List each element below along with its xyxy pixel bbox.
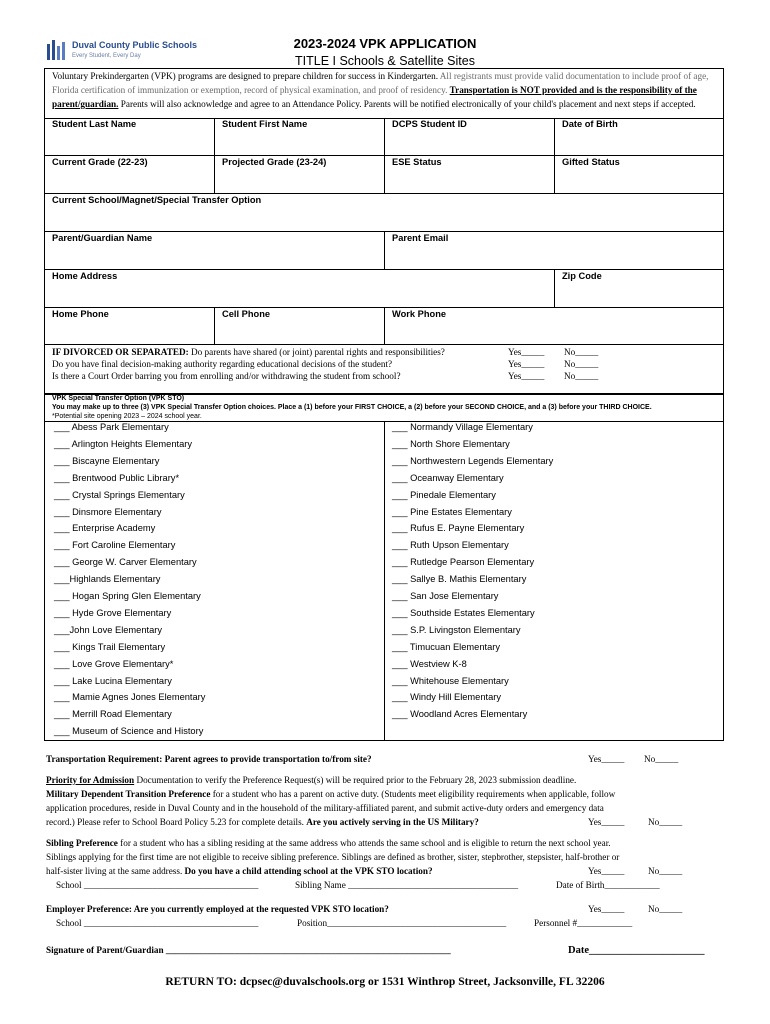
sto-school-option[interactable]: ___ Love Grove Elementary* bbox=[54, 658, 174, 669]
military-line-2: application procedures, reside in Duval County and in the household of the military-affiliated parent, and submit active-duty orders and emergency data bbox=[46, 803, 604, 813]
sto-school-option[interactable]: ___ Crystal Springs Elementary bbox=[54, 489, 185, 500]
sibling-line-2: Siblings applying for the first time are not eligible to receive sibling preference. Siblings are defined as brother, sister, stepbrother, stepsister, half-brother or bbox=[46, 852, 620, 862]
sto-school-option[interactable]: ___ Lake Lucina Elementary bbox=[54, 675, 172, 686]
sto-school-option[interactable]: ___ Brentwood Public Library* bbox=[54, 472, 180, 483]
divorce-question-3: Is there a Court Order barring you from enrolling and/or withdrawing the student from school? bbox=[52, 371, 401, 381]
sto-instructions: You may make up to three (3) VPK Special Transfer Option choices. Place a (1) before your FIRST CHOICE, a (2) before your SECOND CHOICE, and a (3) before your THIRD CHOICE. bbox=[52, 404, 652, 411]
sto-school-option[interactable]: ___Highlands Elementary bbox=[54, 574, 161, 585]
intro-paragraph bbox=[52, 69, 720, 111]
sto-school-option[interactable]: ___ Merrill Road Elementary bbox=[54, 709, 172, 720]
intro-text-2: All registrants must provide valid documentation to include proof of age, Florida certification of immunization or exemption, record of physical examination, and proof of residency. bbox=[52, 71, 709, 95]
date-of-birth-field[interactable]: Date of Birth bbox=[562, 119, 618, 129]
sto-school-option[interactable]: ___ North Shore Elementary bbox=[392, 438, 510, 449]
military-question: Are you actively serving in the US Military? bbox=[306, 817, 479, 827]
sto-school-option[interactable]: ___ Biscayne Elementary bbox=[54, 455, 160, 466]
sto-school-option[interactable]: ___ Pinedale Elementary bbox=[392, 489, 496, 500]
sto-school-option[interactable]: ___ Pine Estates Elementary bbox=[392, 506, 512, 517]
intro-text-4: Parents will also acknowledge and agree to an Attendance Policy. Parents will be notified electronically of your child's placement and next steps if accepted. bbox=[118, 99, 696, 109]
sto-school-option[interactable]: ___ Sallye B. Mathis Elementary bbox=[392, 574, 527, 585]
sibling-line-3 bbox=[46, 866, 433, 876]
student-first-name-field[interactable]: Student First Name bbox=[222, 119, 308, 129]
signature-date-field[interactable]: Date______________________ bbox=[568, 945, 705, 956]
transport-question-text: Transportation Requirement: Parent agrees to provide transportation to/from site? bbox=[46, 754, 372, 764]
sto-school-option[interactable]: ___ San Jose Elementary bbox=[392, 591, 499, 601]
sto-school-option[interactable]: ___ Timucuan Elementary bbox=[392, 641, 501, 652]
priority-text: Documentation to verify the Preference Request(s) will be required prior to the February 28, 2023 submission deadline. bbox=[134, 775, 577, 785]
divorce-question-2: Do you have final decision-making authority regarding educational decisions of the student? bbox=[52, 359, 393, 369]
signature-field[interactable]: Signature of Parent/Guardian ______________________________________________________________ bbox=[46, 945, 451, 955]
sto-school-option[interactable]: ___ Enterprise Academy bbox=[54, 523, 156, 534]
sibling-heading: Sibling Preference bbox=[46, 838, 118, 848]
sibling-no[interactable]: No_____ bbox=[648, 866, 683, 876]
student-last-name-field[interactable]: Student Last Name bbox=[52, 119, 137, 129]
sibling-yes[interactable]: Yes_____ bbox=[588, 866, 625, 876]
military-heading: Military Dependent Transition Preference bbox=[46, 789, 211, 799]
military-line-1 bbox=[46, 789, 615, 799]
sibling-question: Do you have a child attending school at the VPK STO location? bbox=[184, 866, 433, 876]
sibling-dob-field[interactable]: Date of Birth____________ bbox=[556, 880, 660, 890]
logo-name: Duval County Public Schools bbox=[72, 40, 198, 50]
military-line-3 bbox=[46, 817, 479, 827]
employer-yes[interactable]: Yes_____ bbox=[588, 904, 625, 914]
sto-school-option[interactable]: ___ George W. Carver Elementary bbox=[54, 557, 197, 568]
page-title: 2023-2024 VPK APPLICATION bbox=[293, 36, 477, 51]
return-address: RETURN TO: dcpsec@duvalschools.org or 1531 Winthrop Street, Jacksonville, FL 32206 bbox=[165, 976, 605, 988]
priority-heading: Priority for Admission bbox=[46, 775, 135, 785]
transport-question bbox=[46, 754, 372, 764]
sibling-name-field[interactable]: Sibling Name _____________________________________ bbox=[295, 880, 519, 890]
employer-question-text: Employer Preference: Are you currently employed at the requested VPK STO location? bbox=[46, 904, 389, 914]
sto-school-option[interactable]: ___ Southside Estates Elementary bbox=[392, 607, 535, 618]
sto-school-option[interactable]: ___ Woodland Acres Elementary bbox=[392, 709, 528, 720]
military-text-3: record.) Please refer to School Board Policy 5.23 for complete details. bbox=[46, 817, 307, 827]
page-subtitle: TITLE I Schools & Satellite Sites bbox=[295, 54, 475, 68]
current-school-field[interactable]: Current School/Magnet/Special Transfer Option bbox=[52, 195, 262, 205]
military-text-1: for a student who has a parent on active duty. (Students meet eligibility requirements when applicable, follow bbox=[210, 789, 616, 799]
work-phone-field[interactable]: Work Phone bbox=[392, 309, 447, 319]
ese-status-field[interactable]: ESE Status bbox=[392, 157, 442, 167]
sibling-text-3: half-sister living at the same address. bbox=[46, 866, 185, 876]
sto-school-option[interactable]: ___ Rutledge Pearson Elementary bbox=[392, 557, 535, 568]
transport-yes[interactable]: Yes_____ bbox=[588, 754, 625, 764]
sibling-school-field[interactable]: School ______________________________________ bbox=[56, 880, 259, 890]
employer-question bbox=[46, 904, 389, 914]
projected-grade-field[interactable]: Projected Grade (23-24) bbox=[222, 157, 327, 167]
home-phone-field[interactable]: Home Phone bbox=[52, 309, 109, 319]
sto-school-option[interactable]: ___ Hogan Spring Glen Elementary bbox=[54, 591, 201, 601]
sto-school-option[interactable]: ___ Arlington Heights Elementary bbox=[54, 438, 192, 449]
sto-school-option[interactable]: ___ Windy Hill Elementary bbox=[392, 692, 502, 703]
divorce-q2-yes[interactable]: Yes_____ bbox=[508, 359, 545, 369]
divorce-heading: IF DIVORCED OR SEPARATED: bbox=[52, 347, 189, 357]
home-address-field[interactable]: Home Address bbox=[52, 271, 118, 281]
parent-email-field[interactable]: Parent Email bbox=[392, 233, 449, 243]
sto-school-option[interactable]: ___ Mamie Agnes Jones Elementary bbox=[54, 692, 206, 703]
dcps-student-id-field[interactable]: DCPS Student ID bbox=[392, 119, 467, 129]
sto-school-option[interactable]: ___ Ruth Upson Elementary bbox=[392, 540, 509, 551]
sto-school-option[interactable]: ___ Abess Park Elementary bbox=[54, 422, 169, 432]
sto-school-option[interactable]: ___ Oceanway Elementary bbox=[392, 472, 504, 483]
military-yes[interactable]: Yes_____ bbox=[588, 817, 625, 827]
sto-school-option[interactable]: ___ Fort Caroline Elementary bbox=[54, 540, 176, 551]
transport-no[interactable]: No_____ bbox=[644, 754, 679, 764]
divorce-q3-no[interactable]: No_____ bbox=[564, 371, 599, 381]
priority-line bbox=[46, 775, 576, 785]
sto-school-option[interactable]: ___ Kings Trail Elementary bbox=[54, 641, 166, 652]
sto-school-option[interactable]: ___ Westview K-8 bbox=[392, 658, 467, 669]
military-no[interactable]: No_____ bbox=[648, 817, 683, 827]
employer-position-field[interactable]: Position_______________________________________ bbox=[297, 918, 507, 928]
divorce-q3-yes[interactable]: Yes_____ bbox=[508, 371, 545, 381]
divorce-q1-yes[interactable]: Yes_____ bbox=[508, 347, 545, 357]
divorce-q2-no[interactable]: No_____ bbox=[564, 359, 599, 369]
sto-school-option[interactable]: ___ Museum of Science and History bbox=[54, 726, 204, 737]
intro-text-1: Voluntary Prekindergarten (VPK) programs are designed to prepare children for success in Kindergarten. bbox=[52, 71, 440, 81]
parent-name-field[interactable]: Parent/Guardian Name bbox=[52, 233, 153, 243]
divorce-q1-text: Do parents have shared (or joint) parental rights and responsibilities? bbox=[188, 347, 445, 357]
sto-school-option[interactable]: ___ Whitehouse Elementary bbox=[392, 675, 509, 686]
gifted-status-field[interactable]: Gifted Status bbox=[562, 157, 620, 167]
sto-school-option[interactable]: ___ Northwestern Legends Elementary bbox=[392, 455, 554, 466]
logo-tagline: Every Student, Every Day bbox=[72, 53, 141, 59]
current-grade-field[interactable]: Current Grade (22-23) bbox=[52, 157, 148, 167]
divorce-question-1 bbox=[52, 347, 445, 357]
cell-phone-field[interactable]: Cell Phone bbox=[222, 309, 271, 319]
sto-school-option[interactable]: ___ Dinsmore Elementary bbox=[54, 506, 162, 517]
zip-code-field[interactable]: Zip Code bbox=[562, 271, 602, 281]
intro-transport-notice: Transportation is NOT provided and is the responsibility of the parent/guardian. bbox=[52, 85, 697, 109]
divorce-q1-no[interactable]: No_____ bbox=[564, 347, 599, 357]
sto-school-option[interactable]: ___ Normandy Village Elementary bbox=[392, 422, 533, 432]
sto-title: VPK Special Transfer Option (VPK STO) bbox=[52, 395, 185, 402]
sto-school-option[interactable]: ___John Love Elementary bbox=[54, 624, 163, 635]
sto-school-option[interactable]: ___ Hyde Grove Elementary bbox=[54, 607, 172, 618]
employer-personnel-field[interactable]: Personnel #____________ bbox=[534, 918, 633, 928]
sto-school-option[interactable]: ___ S.P. Livingston Elementary bbox=[392, 624, 521, 635]
sibling-text-1: for a student who has a sibling residing at the same address who attends the same school and is eligible to return the next school year. bbox=[117, 838, 611, 848]
employer-school-field[interactable]: School ______________________________________ bbox=[56, 918, 259, 928]
sto-school-option[interactable]: ___ Rufus E. Payne Elementary bbox=[392, 523, 525, 534]
sto-note: *Potential site opening 2023 – 2024 school year. bbox=[52, 413, 202, 420]
employer-no[interactable]: No_____ bbox=[648, 904, 683, 914]
sibling-line-1 bbox=[46, 838, 611, 848]
